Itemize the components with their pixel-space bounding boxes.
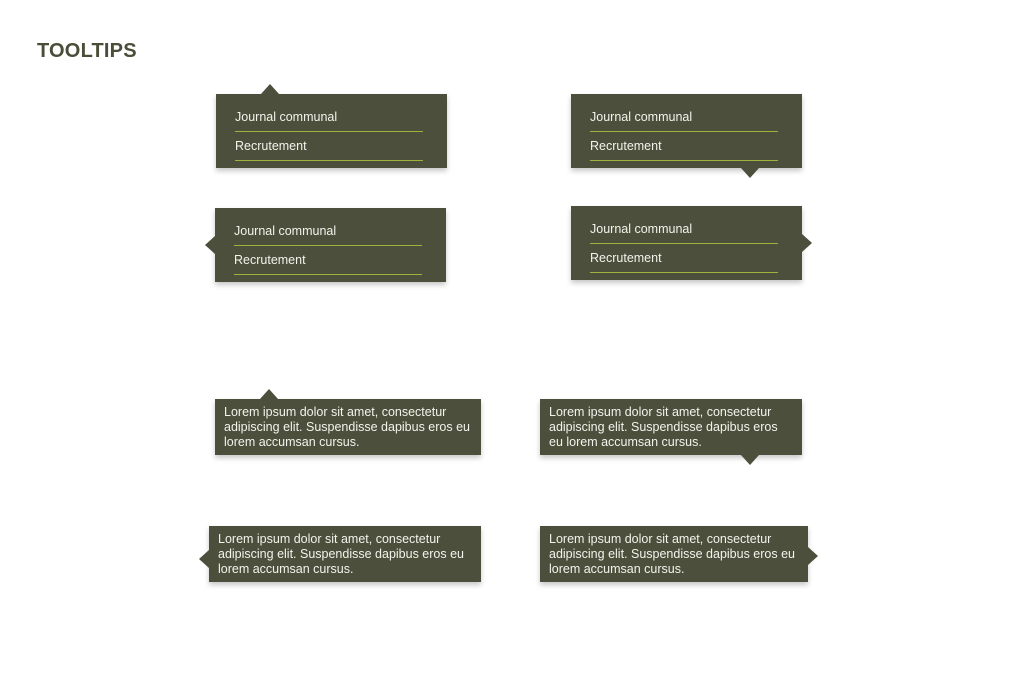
menu-item-journal-communal[interactable]: Journal communal [590, 103, 778, 132]
menu-tooltip-arrow-bottom [571, 94, 802, 168]
menu-item-journal-communal[interactable]: Journal communal [235, 103, 423, 132]
tooltip-text: Lorem ipsum dolor sit amet, consectetur adipiscing elit. Suspendisse dapibus eros eu lorem accumsan cursus. [549, 532, 795, 576]
tooltip-text: Lorem ipsum dolor sit amet, consectetur adipiscing elit. Suspendisse dapibus eros eu lorem accumsan cursus. [549, 405, 778, 449]
menu-item-journal-communal[interactable]: Journal communal [234, 217, 422, 246]
menu-item-journal-communal[interactable]: Journal communal [590, 215, 778, 244]
tooltip-text: Lorem ipsum dolor sit amet, consectetur adipiscing elit. Suspendisse dapibus eros eu lorem accumsan cursus. [224, 405, 470, 449]
menu-item-recrutement[interactable]: Recrutement [235, 132, 423, 161]
text-tooltip-arrow-bottom [540, 399, 802, 455]
page-title: TOOLTIPS [37, 40, 137, 62]
menu-tooltip-arrow-top [216, 94, 447, 168]
text-tooltip-arrow-left [209, 526, 481, 582]
menu-tooltip-arrow-right [571, 206, 802, 280]
menu-item-recrutement[interactable]: Recrutement [590, 244, 778, 273]
text-tooltip-arrow-right [540, 526, 808, 582]
text-tooltip-arrow-top [215, 399, 481, 455]
menu-tooltip-arrow-left [215, 208, 446, 282]
tooltip-text: Lorem ipsum dolor sit amet, consectetur adipiscing elit. Suspendisse dapibus eros eu lorem accumsan cursus. [218, 532, 464, 576]
menu-item-recrutement[interactable]: Recrutement [234, 246, 422, 275]
menu-item-recrutement[interactable]: Recrutement [590, 132, 778, 161]
